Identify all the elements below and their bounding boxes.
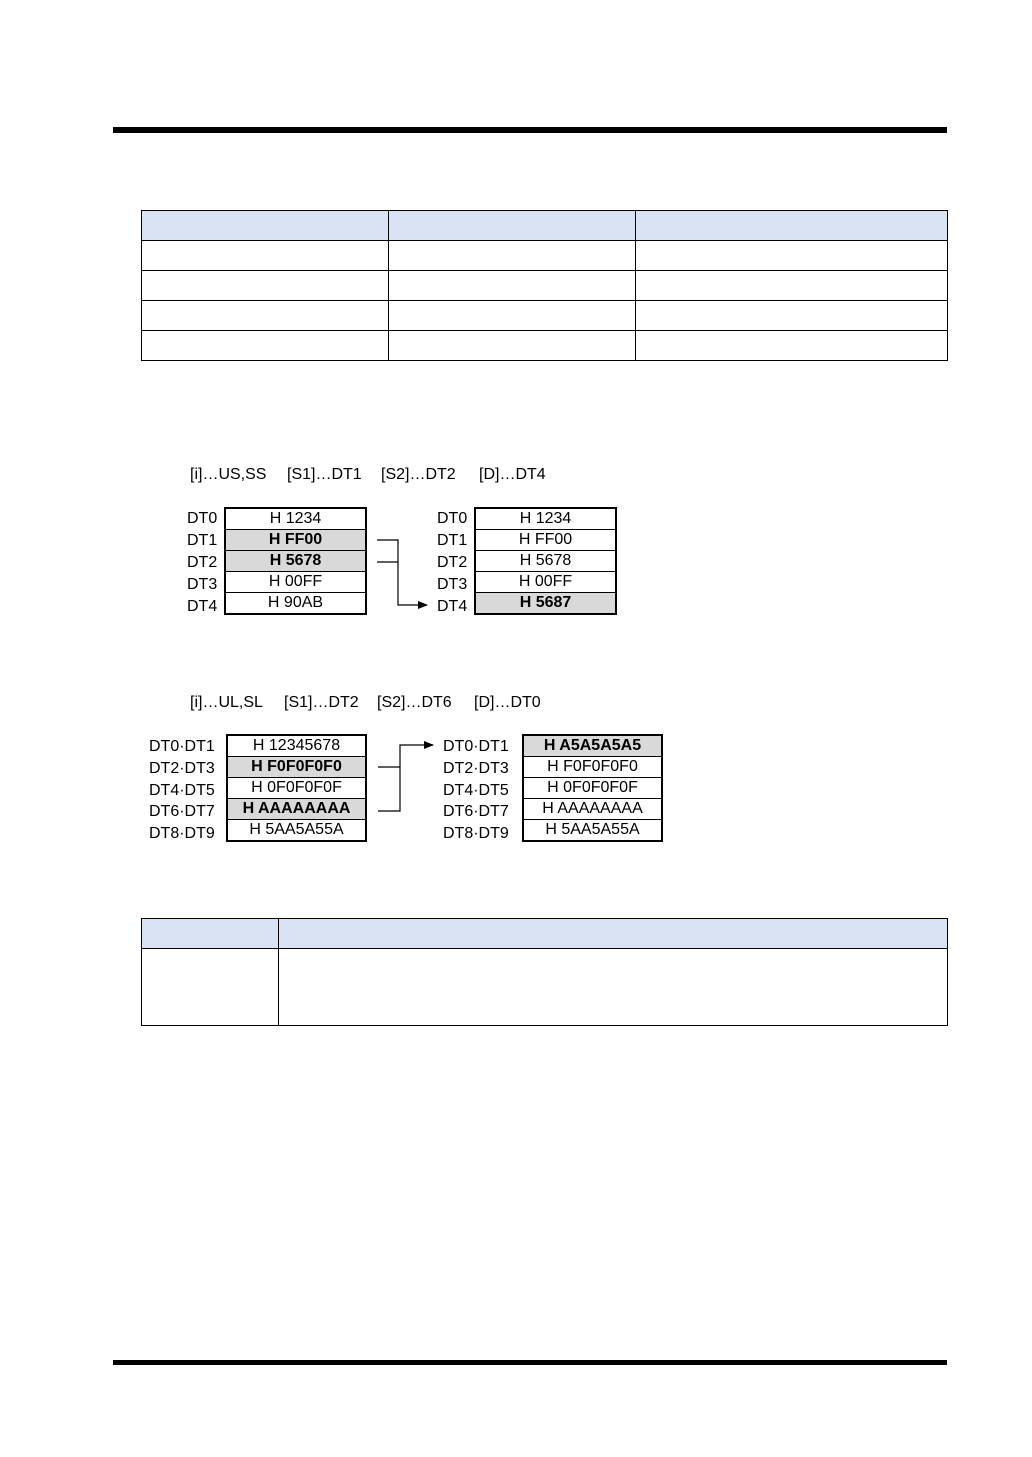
example1-caption-s1: [S1]…DT1: [287, 466, 362, 483]
register-label: DT2·DT3: [443, 760, 509, 777]
register-label: DT0·DT1: [149, 738, 215, 755]
register-label: DT4: [187, 598, 218, 615]
register-label: DT1: [187, 532, 218, 549]
register-value: H 0F0F0F0F: [523, 778, 662, 799]
register-label: DT8·DT9: [149, 825, 215, 842]
example2-arrow: [378, 745, 433, 767]
register-value: H AAAAAAAA: [523, 799, 662, 820]
example1-arrow: [377, 540, 427, 605]
example2-caption-s2: [S2]…DT6: [377, 694, 452, 711]
register-value-result: H A5A5A5A5: [523, 735, 662, 757]
register-value: H 5678: [475, 551, 616, 572]
register-label: DT2·DT3: [149, 760, 215, 777]
register-value: H 5AA5A55A: [523, 820, 662, 842]
example2-caption-i: [i]…UL,SL: [190, 694, 263, 711]
register-label: DT0·DT1: [443, 738, 509, 755]
register-value: H 90AB: [225, 593, 366, 615]
register-value-source: H FF00: [225, 530, 366, 551]
register-label: DT4·DT5: [149, 782, 215, 799]
register-label: DT6·DT7: [149, 803, 215, 820]
table-header-row: [142, 919, 948, 949]
register-label: DT2: [187, 554, 218, 571]
register-value-source: H F0F0F0F0: [227, 757, 366, 778]
register-label: DT0: [437, 510, 468, 527]
register-value-source: H AAAAAAAA: [227, 799, 366, 820]
register-label: DT0: [187, 510, 218, 527]
register-value: H 5AA5A55A: [227, 820, 366, 842]
register-label: DT3: [187, 576, 218, 593]
register-value: H 12345678: [227, 735, 366, 757]
register-label: DT3: [437, 576, 468, 593]
register-value: H F0F0F0F0: [523, 757, 662, 778]
footer-rule: [113, 1360, 947, 1365]
example2-caption-s1: [S1]…DT2: [284, 694, 359, 711]
register-label: DT4: [437, 598, 468, 615]
register-label: DT6·DT7: [443, 803, 509, 820]
table-row: [142, 949, 948, 1026]
flag-table: [141, 918, 948, 1026]
register-label: DT2: [437, 554, 468, 571]
example2-caption-d: [D]…DT0: [474, 694, 541, 711]
register-value: H FF00: [475, 530, 616, 551]
register-label: DT4·DT5: [443, 782, 509, 799]
example2-join-line: [378, 767, 400, 811]
register-value: H 0F0F0F0F: [227, 778, 366, 799]
example1-caption-d: [D]…DT4: [479, 466, 546, 483]
register-value: H 1234: [225, 508, 366, 530]
register-value-result: H 5687: [475, 593, 616, 615]
example1-caption-s2: [S2]…DT2: [381, 466, 456, 483]
register-value: H 00FF: [225, 572, 366, 593]
register-label: DT8·DT9: [443, 825, 509, 842]
register-label: DT1: [437, 532, 468, 549]
example1-caption-i: [i]…US,SS: [190, 466, 267, 483]
register-value: H 00FF: [475, 572, 616, 593]
register-value-source: H 5678: [225, 551, 366, 572]
register-value: H 1234: [475, 508, 616, 530]
